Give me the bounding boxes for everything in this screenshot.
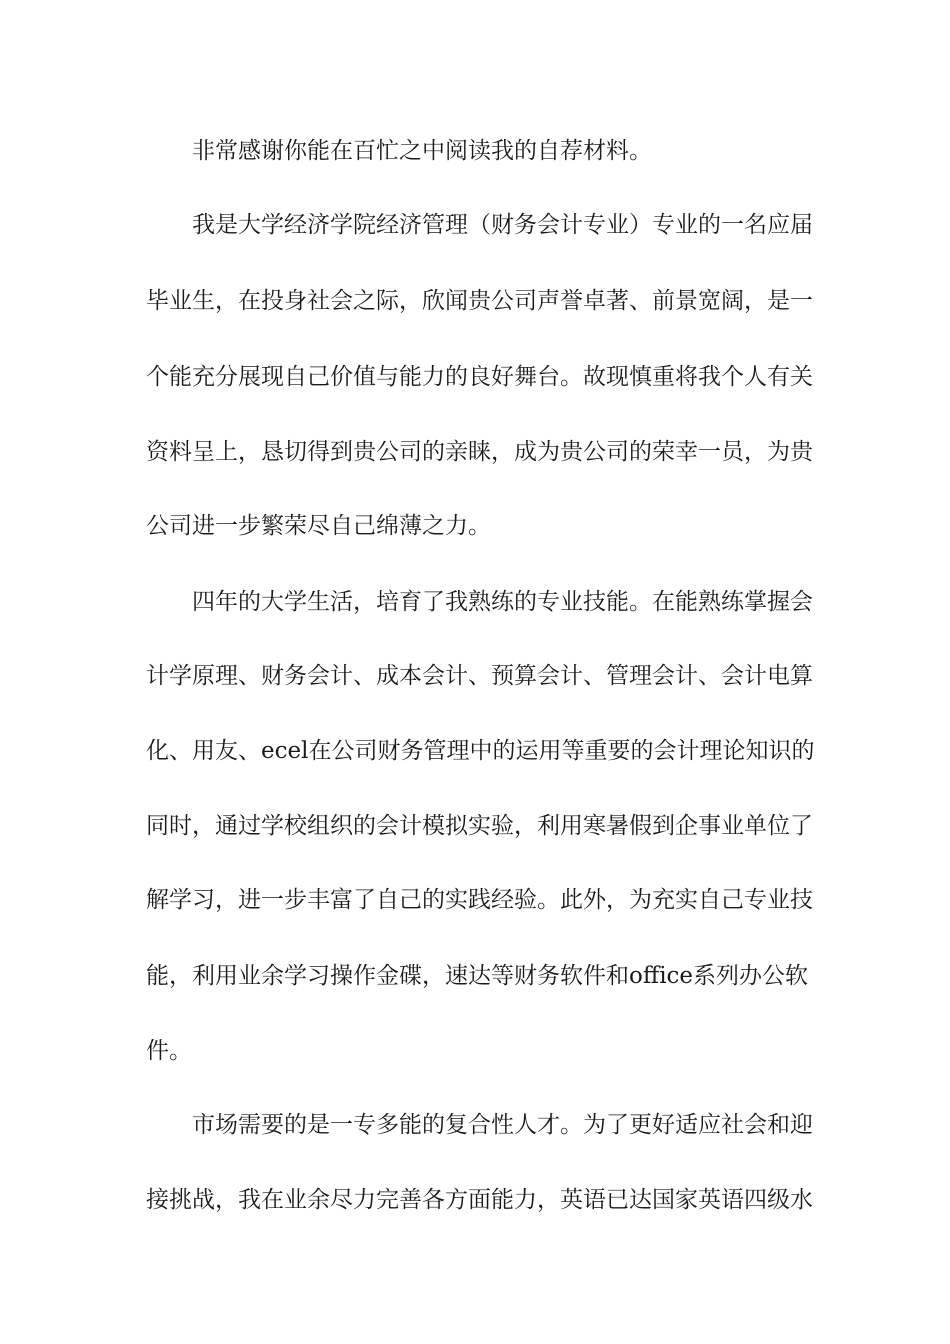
paragraph-3-line-2: 计学原理、财务会计、成本会计、预算会计、管理会计、会计电算 <box>146 663 813 689</box>
paragraph-3-line-5: 解学习，进一步丰富了自己的实践经验。此外，为充实自己专业技 <box>146 887 813 913</box>
paragraph-3-line-6: 能，利用业余学习操作金碟，速达等财务软件和office系列办公软 <box>146 963 809 989</box>
paragraph-3-line-3: 化、用友、ecel在公司财务管理中的运用等重要的会计理论知识的 <box>146 738 815 764</box>
paragraph-3-line-1: 四年的大学生活，培育了我熟练的专业技能。在能熟练掌握会 <box>192 589 813 615</box>
paragraph-4-line-1: 市场需要的是一专多能的复合性人才。为了更好适应社会和迎 <box>192 1112 813 1138</box>
paragraph-2-line-3: 个能充分展现自己价值与能力的良好舞台。故现慎重将我个人有关 <box>146 364 813 390</box>
paragraph-2-line-2: 毕业生，在投身社会之际，欣闻贵公司声誉卓著、前景宽阔，是一 <box>146 288 813 314</box>
paragraph-2-line-5: 公司进一步繁荣尽自己绵薄之力。 <box>146 513 491 539</box>
paragraph-3-line-4: 同时，通过学校组织的会计模拟实验，利用寒暑假到企事业单位了 <box>146 813 813 839</box>
paragraph-2-line-1: 我是大学经济学院经济管理（财务会计专业）专业的一名应届 <box>192 212 813 238</box>
paragraph-4-line-2: 接挑战，我在业余尽力完善各方面能力，英语已达国家英语四级水 <box>146 1187 813 1213</box>
paragraph-3-line-7: 件。 <box>146 1038 192 1064</box>
paragraph-2-line-4: 资料呈上，恳切得到贵公司的亲睐，成为贵公司的荣幸一员，为贵 <box>146 439 813 465</box>
paragraph-1-line-1: 非常感谢你能在百忙之中阅读我的自荐材料。 <box>192 138 652 164</box>
